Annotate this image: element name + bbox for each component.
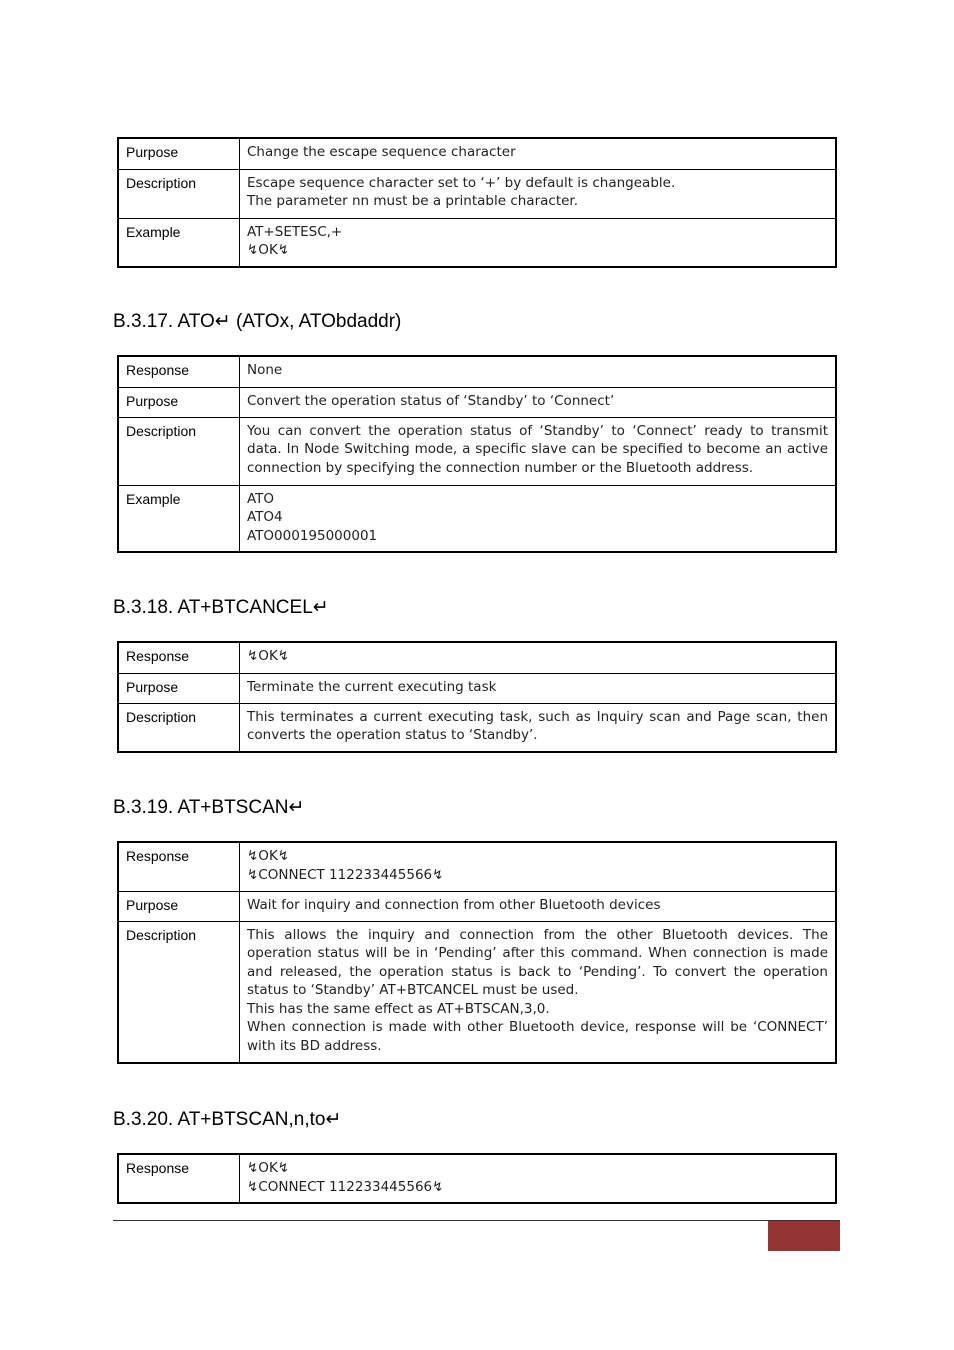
row-value xyxy=(240,891,837,921)
value-line: The parameter nn must be a printable character. xyxy=(247,193,579,210)
section-heading: B.3.17. ATO↵ (ATOx, ATObdaddr) xyxy=(113,311,402,332)
table-row xyxy=(118,218,836,267)
table-row xyxy=(118,703,836,752)
row-key: Description xyxy=(118,921,240,1063)
ato-table xyxy=(117,355,837,553)
row-key: Description xyxy=(118,703,240,752)
row-value xyxy=(240,642,837,673)
value-line: None xyxy=(247,362,283,378)
row-value xyxy=(240,356,837,387)
value-line: This has the same effect as AT+BTSCAN,3,0. xyxy=(247,1000,550,1017)
value-line: ↯OK↯ xyxy=(247,848,290,864)
row-value xyxy=(240,673,837,703)
row-key: Response xyxy=(118,842,240,891)
row-key: Purpose xyxy=(118,891,240,921)
value-line: Escape sequence character set to ‘+’ by default is changeable. xyxy=(247,174,676,191)
value-line: Convert the operation status of ‘Standby’ to ‘Connect’ xyxy=(247,392,615,409)
value-line: ATO000195000001 xyxy=(247,527,378,544)
row-key: Example xyxy=(118,485,240,552)
section-heading: B.3.19. AT+BTSCAN↵ xyxy=(113,797,305,818)
btscan-table xyxy=(117,841,837,1064)
value-line: Wait for inquiry and connection from other Bluetooth devices xyxy=(247,896,661,913)
page-number-block xyxy=(768,1221,840,1251)
table-row xyxy=(118,921,836,1063)
row-value xyxy=(240,218,837,267)
row-value xyxy=(240,703,837,752)
value-line: ATO xyxy=(247,490,275,507)
row-key: Description xyxy=(118,169,240,218)
row-value xyxy=(240,1154,837,1203)
row-value xyxy=(240,485,837,552)
row-value xyxy=(240,169,837,218)
value-line: This allows the inquiry and connection from the other Bluetooth devices. The operation status will be in ‘Pending’ after this command. When connection is made and released, the operation status is back to ‘Pending’. To convert the operation status to ‘Standby’ AT+BTCANCEL must be used. xyxy=(247,926,833,999)
value-line: AT+SETESC,+ xyxy=(247,223,343,240)
row-key: Purpose xyxy=(118,387,240,417)
btscan-n-to-table xyxy=(117,1153,837,1204)
table-row xyxy=(118,673,836,703)
value-line: ↯OK↯ xyxy=(247,242,290,259)
section-heading: B.3.18. AT+BTCANCEL↵ xyxy=(113,597,329,618)
table-row xyxy=(118,417,836,485)
value-line: ATO4 xyxy=(247,509,283,526)
value-line: When connection is made with other Bluetooth device, response will be ‘CONNECT’ with its BD address. xyxy=(247,1019,833,1055)
table-row xyxy=(118,356,836,387)
value-line: ↯CONNECT 112233445566↯ xyxy=(247,866,444,883)
value-line: ↯OK↯ xyxy=(247,1160,290,1176)
value-line: Terminate the current executing task xyxy=(247,678,497,695)
row-key: Response xyxy=(118,356,240,387)
footer-rule xyxy=(113,1220,840,1221)
value-line: ↯CONNECT 112233445566↯ xyxy=(247,1178,444,1195)
row-key: Purpose xyxy=(118,673,240,703)
row-value xyxy=(240,387,837,417)
value-line: Change the escape sequence character xyxy=(247,144,516,160)
table-row xyxy=(118,169,836,218)
row-value xyxy=(240,138,837,169)
table-row xyxy=(118,1154,836,1203)
value-line: This terminates a current executing task, such as Inquiry scan and Page scan, then converts the operation status to ‘Standby’. xyxy=(247,708,833,744)
table-row xyxy=(118,842,836,891)
table-row xyxy=(118,387,836,417)
row-value xyxy=(240,921,837,1063)
section-heading: B.3.20. AT+BTSCAN,n,to↵ xyxy=(113,1109,342,1130)
setesc-table xyxy=(117,137,837,268)
table-row xyxy=(118,891,836,921)
table-row xyxy=(118,138,836,169)
value-line: You can convert the operation status of ‘Standby’ to ‘Connect’ ready to transmit data. In Node Switching mode, a specific slave can be specified to become an active connection by specifying the connection number or the Bluetooth address. xyxy=(247,422,833,476)
row-key: Description xyxy=(118,417,240,485)
row-value xyxy=(240,842,837,891)
row-key: Response xyxy=(118,642,240,673)
value-line: ↯OK↯ xyxy=(247,648,290,664)
row-key: Example xyxy=(118,218,240,267)
row-key: Purpose xyxy=(118,138,240,169)
table-row xyxy=(118,642,836,673)
row-value xyxy=(240,417,837,485)
btcancel-table xyxy=(117,641,837,753)
table-row xyxy=(118,485,836,552)
row-key: Response xyxy=(118,1154,240,1203)
